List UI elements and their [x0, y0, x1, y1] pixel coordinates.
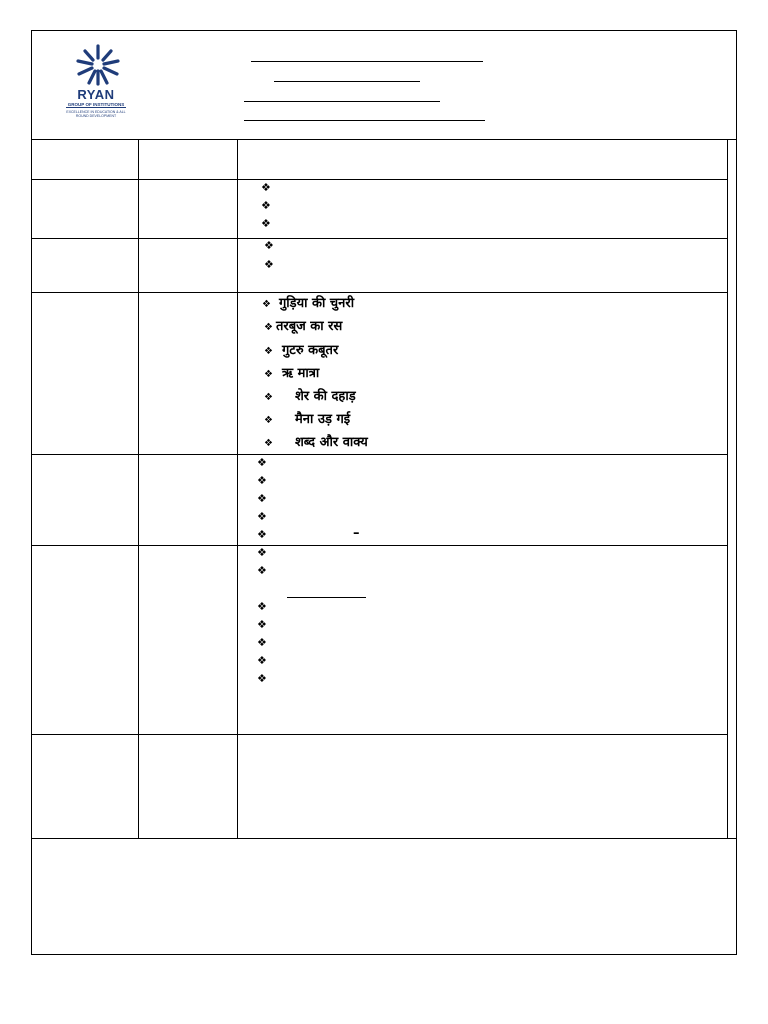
bullet-icon: ❖: [264, 258, 274, 271]
row-divider-5: [31, 545, 728, 546]
bullet-icon: ❖: [257, 654, 267, 667]
bullet-icon: ❖: [264, 322, 273, 333]
bullet-icon: ❖: [261, 181, 271, 194]
bullet-icon: ❖: [257, 600, 267, 613]
syllabus-item-text: शब्द और वाक्य: [294, 435, 368, 450]
bullet-icon: ❖: [264, 239, 274, 252]
document-frame: [31, 30, 737, 955]
logo-divider: [66, 107, 126, 108]
syllabus-item-text: गुटरु कबूतर: [281, 343, 339, 358]
syllabus-item-text: शेर की दहाड़: [294, 389, 356, 404]
syllabus-item-text: गुड़िया की चुनरी: [278, 296, 355, 311]
bullet-icon: ❖: [261, 217, 271, 230]
syllabus-item-text: तरबूज का रस: [275, 319, 343, 334]
syllabus-item: [262, 296, 354, 313]
header-blank-line-4: [244, 120, 485, 121]
bullet-icon: ❖: [264, 369, 273, 380]
syllabus-item: [264, 343, 338, 360]
syllabus-item-text: ऋ मात्रा: [281, 366, 320, 381]
row-divider-1: [31, 179, 728, 180]
syllabus-item-text: मैना उड़ गई: [294, 412, 351, 427]
row-divider-7: [31, 838, 737, 839]
row-divider-4: [31, 454, 728, 455]
row-divider-6: [31, 734, 728, 735]
bullet-icon: ❖: [257, 528, 267, 541]
header-blank-line-3: [244, 101, 440, 102]
syllabus-item: [264, 389, 356, 406]
syllabus-item: [264, 435, 368, 452]
bullet-icon: ❖: [257, 546, 267, 559]
dash-mark: –: [353, 526, 360, 541]
bullet-icon: ❖: [257, 510, 267, 523]
bullet-icon: ❖: [264, 392, 273, 403]
bullet-icon: ❖: [257, 474, 267, 487]
syllabus-item: [264, 366, 319, 383]
header-separator: [31, 139, 737, 140]
bullet-icon: ❖: [257, 636, 267, 649]
bullet-icon: ❖: [264, 415, 273, 426]
bullet-icon: ❖: [264, 438, 273, 449]
header-blank-line-1: [251, 61, 483, 62]
bullet-icon: ❖: [262, 299, 271, 310]
bullet-icon: ❖: [264, 346, 273, 357]
header-blank-line-2: [274, 81, 420, 82]
bullet-icon: ❖: [257, 618, 267, 631]
logo-tagline: EXCELLENCE IN EDUCATION & ALL ROUND DEVELOPMENT: [66, 110, 126, 118]
syllabus-item: [264, 412, 350, 429]
bullet-icon: ❖: [257, 492, 267, 505]
logo-subtitle: GROUP OF INSTITUTIONS: [67, 102, 125, 107]
bullet-icon: ❖: [257, 672, 267, 685]
syllabus-item: [264, 319, 342, 336]
row-divider-3: [31, 292, 728, 293]
bullet-icon: ❖: [261, 199, 271, 212]
blank-underline: [287, 597, 366, 598]
row-divider-2: [31, 238, 728, 239]
bullet-icon: ❖: [257, 456, 267, 469]
logo-name: RYAN: [77, 87, 115, 102]
bullet-icon: ❖: [257, 564, 267, 577]
